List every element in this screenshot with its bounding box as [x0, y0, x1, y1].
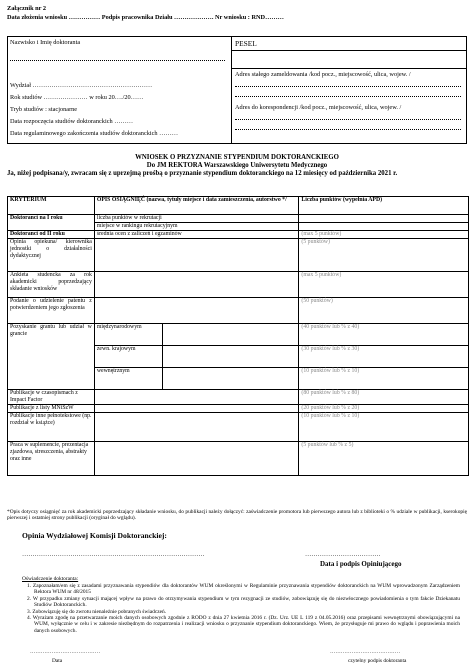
header-criterion: KRYTERIUM	[8, 197, 95, 215]
pesel-label: PESEL	[235, 39, 257, 48]
points-cell[interactable]: (max 5 punktów)	[299, 231, 469, 239]
declaration-item: 3. Zobowiązuję się do zwrotu nienależnie pobranych świadczeń.	[27, 608, 167, 615]
points-cell[interactable]	[299, 223, 469, 231]
table-row	[8, 413, 469, 442]
description-cell[interactable]	[94, 413, 299, 442]
header-description: OPIS OSIĄGNIĘĆ (nazwa, tytuły miejsce i data zamieszczenia, autorstwo */	[94, 197, 299, 215]
description-cell[interactable]	[94, 298, 299, 324]
pesel-field[interactable]	[233, 51, 465, 67]
first-year-label: Doktoranci na I roku	[8, 215, 95, 231]
table-row	[8, 324, 469, 346]
correspondence-address-line-2[interactable]	[235, 129, 461, 130]
points-cell[interactable]: (20 punktów lub % z 20)	[299, 405, 469, 413]
criteria-table	[7, 196, 469, 476]
description-cell[interactable]	[162, 346, 299, 368]
study-year-field[interactable]: Rok studiów ………………… w roku 20…./20……	[10, 94, 144, 101]
points-cell[interactable]: (80 punktów lub % z 80)	[299, 390, 469, 405]
opinion-sign-field[interactable]: ………………………………	[305, 551, 381, 558]
grant-label: Pozyskanie grantu lub udział w grancie	[8, 324, 95, 390]
box-divider	[231, 36, 232, 144]
footnote: *Opis dotyczy osiągnięć za rok akademicki poprzedzający składanie wniosku, do publikacji należy dołączyć: zaświadczenie promotora lub pierwszego autora lub z biblioteki o % udziale w publikacji, kserokopię pierwszej i ostatniej strony publikacji (oryginał do wglądu).	[7, 509, 467, 522]
description-cell[interactable]	[94, 442, 299, 476]
table-row	[8, 231, 469, 239]
name-label: Nazwisko i Imię doktoranta	[10, 39, 81, 46]
form-title: WNIOSEK O PRZYZNANIE STYPENDIUM DOKTORANCKIEGO	[135, 154, 339, 161]
grant-type-label: wewnętrznym	[94, 368, 162, 390]
correspondence-address-line-1[interactable]	[235, 119, 461, 120]
declaration-item: 4. Wyrażam zgodę na przetwarzanie moich danych osobowych zgodnie z RODO z dnia 27 kwietnia 2016 r. (Dz. Urz. UE L 119 z 04.05.2016) oraz przepisami wewnętrznymi obowiązującymi na WUM, wyłącznie w celu i w zakresie niezbędnym do rozpatrzenia i realizacji wniosku o przyznanie stypendium doktoranckiego. Wiem, że przysługuje mi prawo do wglądu i poprawienia moich danych osobowych.	[27, 615, 460, 634]
grant-type-label: zewn. krajowym	[94, 346, 162, 368]
table-row	[8, 298, 469, 324]
signature-label: czytelny podpis doktoranta	[348, 658, 407, 664]
signature-field[interactable]: …………………………………	[330, 649, 401, 655]
points-cell[interactable]: (10 punktów lub % z 10)	[299, 413, 469, 442]
table-header-row	[8, 197, 469, 215]
points-cell[interactable]: (40 punktów lub % z 40)	[299, 324, 469, 346]
description-cell[interactable]	[94, 239, 299, 272]
permanent-address-line-2[interactable]	[235, 96, 461, 97]
table-row	[8, 390, 469, 405]
description-cell[interactable]	[162, 324, 299, 346]
permanent-address-label: Adres stałego zameldowania /kod pocz., miejscowość, ulica, wojew. /	[235, 71, 411, 78]
description-cell[interactable]	[94, 390, 299, 405]
attachment-number: Załącznik nr 2	[7, 5, 47, 12]
opinion-field[interactable]: ……………………………………………………………………………	[22, 551, 205, 558]
end-date-field[interactable]: Data regulaminowego zakończenia studiów doktoranckich ………	[10, 130, 179, 137]
table-row	[8, 442, 469, 476]
form-addressee: Do JM REKTORA Warszawskiego Uniwersytetu Medycznego	[146, 162, 328, 169]
faculty-field[interactable]: Wydział …………………………………………………	[10, 82, 153, 89]
description-cell[interactable]	[162, 368, 299, 390]
opinion-title: Opinia Wydziałowej Komisji Doktoranckiej:	[22, 531, 167, 540]
start-date-field[interactable]: Data rozpoczęcia studiów doktoranckich ………	[10, 118, 134, 125]
points-cell[interactable]: (max 5 punktów)	[299, 272, 469, 298]
study-mode-text: Tryb studiów : stacjonarne	[10, 106, 78, 113]
criterion-label: Praca w suplemencie, prezentacja zjazdowa, streszczenia, abstrakty oraz inne	[8, 442, 95, 476]
second-year-label: Doktoranci od II roku	[8, 231, 95, 239]
description-cell[interactable]	[94, 405, 299, 413]
table-row	[8, 405, 469, 413]
points-cell[interactable]: (5 punktów)	[299, 239, 469, 272]
points-cell[interactable]: (30 punktów lub % z 30)	[299, 346, 469, 368]
criterion-label: Publikacje inne pełnotekstowe (np. rozdział w książce)	[8, 413, 95, 442]
grant-type-label: międzynarodowym	[94, 324, 162, 346]
criterion-label: Opinia opiekuna/ kierownika jednostki o działalności dydaktycznej	[8, 239, 95, 272]
name-field[interactable]	[10, 60, 225, 61]
table-row	[8, 239, 469, 272]
declarations-title: Oświadczenie doktoranta:	[22, 576, 79, 582]
pesel-bottom	[231, 68, 467, 69]
table-row	[8, 215, 469, 223]
grade-average-cell[interactable]: średnia ocen z zaliczeń i egzaminów	[94, 231, 299, 239]
recruitment-points-cell[interactable]: liczba punktów w rekrutacji	[94, 215, 299, 223]
table-row	[8, 272, 469, 298]
permanent-address-line-1[interactable]	[235, 86, 461, 87]
submission-info-line: Data złożenia wniosku …………… Podpis pracownika Działu ………………. Nr wniosku : RND………	[7, 14, 284, 21]
points-cell[interactable]: (10 punktów lub % z 10)	[299, 368, 469, 390]
criterion-label: Publikacje w czasopismach z Impact Factor	[8, 390, 95, 405]
declaration-item: 2. W przypadku zmiany sytuacji mającej wpływ na prawo do otrzymywania stypendium w tym rezygnacji ze studiów, zobowiązuję się do niezwłocznego powiadomienia o tym fakcie Dziekanatu Studiów Doktoranckich.	[27, 595, 460, 609]
points-cell[interactable]: (50 punktów)	[299, 298, 469, 324]
declarations-list	[22, 583, 460, 634]
criterion-label: Podanie o udzielenie patentu z potwierdzeniem jego zgłoszenia	[8, 298, 95, 324]
criterion-label: Ankieta studencka za rok akademicki poprzedzający składanie wniosków	[8, 272, 95, 298]
declaration-item: 1. Zapoznałam/em się z zasadami przyznawania stypendiów dla doktorantów WUM określonymi w Regulaminie przyznawania stypendiów doktoranckich na WUM wprowadzonym Zarządzeniem Rektora WUM nr 48/2015	[27, 583, 461, 596]
description-cell[interactable]	[94, 272, 299, 298]
ranking-place-cell[interactable]: miejsce w rankingu rekrutacyjnym	[94, 223, 299, 231]
points-cell[interactable]	[299, 215, 469, 223]
points-cell[interactable]: (5 punktów lub % z 5)	[299, 442, 469, 476]
date-field[interactable]: …………………………………	[30, 649, 101, 655]
form-request: Ja, niżej podpisana/y, zwracam się z uprzejmą prośbą o przyznanie stypendium doktoranckiego na 12 miesięcy od października 2021 r.	[7, 170, 398, 177]
criterion-label: Publikacje z listy MNiSzW	[8, 405, 95, 413]
opinion-date-sign-label: Data i podpis Opiniującego	[320, 560, 402, 568]
date-label: Data	[52, 658, 63, 664]
correspondence-address-label: Adres do korespondencji /kod pocz., miejscowość, ulica, wojew. /	[235, 104, 402, 111]
header-points: Liczba punktów (wypełnia APD)	[299, 197, 469, 215]
